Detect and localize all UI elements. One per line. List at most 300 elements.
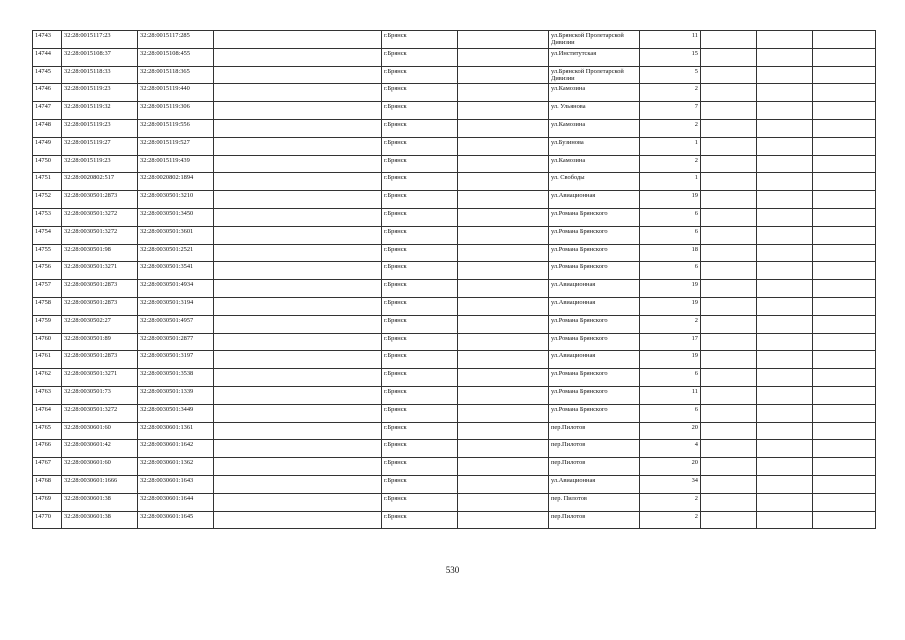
street-cell: ул. Свободы — [549, 173, 640, 191]
empty-cell — [458, 315, 549, 333]
house-number-cell: 1 — [640, 173, 701, 191]
empty-cell — [458, 31, 549, 49]
table-row — [33, 315, 876, 333]
house-number-cell: 4 — [640, 440, 701, 458]
street-cell: ул.Романа Брянского — [549, 262, 640, 280]
house-number-cell: 1 — [640, 137, 701, 155]
empty-cell — [757, 137, 813, 155]
empty-cell — [214, 333, 382, 351]
street-cell: пер. Пилотов — [549, 493, 640, 511]
record-number-cell: 14754 — [33, 226, 62, 244]
empty-cell — [458, 208, 549, 226]
old-cadastral-number-cell: 32:28:0030601:1666 — [62, 475, 138, 493]
empty-cell — [757, 369, 813, 387]
house-number-cell: 11 — [640, 31, 701, 49]
house-number-cell: 19 — [640, 297, 701, 315]
city-cell: г.Брянск — [382, 351, 458, 369]
table-row — [33, 280, 876, 298]
new-cadastral-number-cell: 32:28:0030601:1643 — [138, 475, 214, 493]
house-number-cell: 2 — [640, 155, 701, 173]
empty-cell — [701, 66, 757, 84]
house-number-cell: 19 — [640, 351, 701, 369]
house-number-cell: 5 — [640, 66, 701, 84]
empty-cell — [701, 137, 757, 155]
city-cell: г.Брянск — [382, 315, 458, 333]
street-cell: ул.Романа Брянского — [549, 369, 640, 387]
empty-cell — [813, 226, 876, 244]
empty-cell — [813, 351, 876, 369]
table-row — [33, 208, 876, 226]
empty-cell — [757, 315, 813, 333]
empty-cell — [757, 155, 813, 173]
old-cadastral-number-cell: 32:28:0030601:38 — [62, 493, 138, 511]
street-cell: пер.Пилотов — [549, 440, 640, 458]
empty-cell — [701, 48, 757, 66]
empty-cell — [813, 333, 876, 351]
empty-cell — [813, 48, 876, 66]
record-number-cell: 14769 — [33, 493, 62, 511]
record-number-cell: 14765 — [33, 422, 62, 440]
empty-cell — [701, 191, 757, 209]
new-cadastral-number-cell: 32:28:0015118:365 — [138, 66, 214, 84]
new-cadastral-number-cell: 32:28:0015119:556 — [138, 119, 214, 137]
table-row — [33, 475, 876, 493]
city-cell: г.Брянск — [382, 137, 458, 155]
empty-cell — [701, 297, 757, 315]
record-number-cell: 14743 — [33, 31, 62, 49]
empty-cell — [701, 102, 757, 120]
empty-cell — [813, 137, 876, 155]
record-number-cell: 14755 — [33, 244, 62, 262]
old-cadastral-number-cell: 32:28:0030501:2873 — [62, 191, 138, 209]
empty-cell — [214, 119, 382, 137]
old-cadastral-number-cell: 32:28:0015117:23 — [62, 31, 138, 49]
old-cadastral-number-cell: 32:28:0015118:33 — [62, 66, 138, 84]
empty-cell — [214, 48, 382, 66]
empty-cell — [701, 475, 757, 493]
empty-cell — [214, 493, 382, 511]
record-number-cell: 14744 — [33, 48, 62, 66]
empty-cell — [458, 351, 549, 369]
new-cadastral-number-cell: 32:28:0030601:1642 — [138, 440, 214, 458]
record-number-cell: 14764 — [33, 404, 62, 422]
new-cadastral-number-cell: 32:28:0030601:1645 — [138, 511, 214, 529]
empty-cell — [458, 440, 549, 458]
empty-cell — [813, 440, 876, 458]
empty-cell — [458, 226, 549, 244]
new-cadastral-number-cell: 32:28:0015117:285 — [138, 31, 214, 49]
city-cell: г.Брянск — [382, 102, 458, 120]
new-cadastral-number-cell: 32:28:0015119:439 — [138, 155, 214, 173]
empty-cell — [458, 422, 549, 440]
house-number-cell: 11 — [640, 386, 701, 404]
empty-cell — [214, 208, 382, 226]
empty-cell — [214, 173, 382, 191]
empty-cell — [214, 84, 382, 102]
empty-cell — [757, 493, 813, 511]
new-cadastral-number-cell: 32:28:0030501:3449 — [138, 404, 214, 422]
street-cell: ул.Камозина — [549, 119, 640, 137]
record-number-cell: 14757 — [33, 280, 62, 298]
empty-cell — [757, 226, 813, 244]
old-cadastral-number-cell: 32:28:0030501:3272 — [62, 404, 138, 422]
empty-cell — [458, 137, 549, 155]
empty-cell — [813, 66, 876, 84]
empty-cell — [813, 458, 876, 476]
new-cadastral-number-cell: 32:28:0030501:4934 — [138, 280, 214, 298]
empty-cell — [701, 315, 757, 333]
empty-cell — [214, 386, 382, 404]
table-row — [33, 333, 876, 351]
empty-cell — [214, 191, 382, 209]
empty-cell — [214, 475, 382, 493]
old-cadastral-number-cell: 32:28:0030501:3271 — [62, 262, 138, 280]
street-cell: ул.Романа Брянского — [549, 315, 640, 333]
empty-cell — [701, 458, 757, 476]
house-number-cell: 20 — [640, 458, 701, 476]
record-number-cell: 14759 — [33, 315, 62, 333]
street-cell: ул.Романа Брянского — [549, 244, 640, 262]
city-cell: г.Брянск — [382, 208, 458, 226]
record-number-cell: 14768 — [33, 475, 62, 493]
record-number-cell: 14748 — [33, 119, 62, 137]
table-row — [33, 155, 876, 173]
empty-cell — [458, 404, 549, 422]
old-cadastral-number-cell: 32:28:0015108:37 — [62, 48, 138, 66]
empty-cell — [757, 297, 813, 315]
table-row — [33, 369, 876, 387]
house-number-cell: 20 — [640, 422, 701, 440]
record-number-cell: 14753 — [33, 208, 62, 226]
house-number-cell: 19 — [640, 280, 701, 298]
table-row — [33, 31, 876, 49]
table-row — [33, 386, 876, 404]
empty-cell — [458, 173, 549, 191]
table-row — [33, 351, 876, 369]
city-cell: г.Брянск — [382, 333, 458, 351]
new-cadastral-number-cell: 32:28:0030501:3194 — [138, 297, 214, 315]
house-number-cell: 34 — [640, 475, 701, 493]
house-number-cell: 2 — [640, 119, 701, 137]
empty-cell — [757, 191, 813, 209]
old-cadastral-number-cell: 32:28:0020802:517 — [62, 173, 138, 191]
empty-cell — [757, 262, 813, 280]
empty-cell — [214, 440, 382, 458]
record-number-cell: 14767 — [33, 458, 62, 476]
new-cadastral-number-cell: 32:28:0015119:527 — [138, 137, 214, 155]
street-cell: ул.Брянской Пролетарской Дивизии — [549, 31, 640, 49]
old-cadastral-number-cell: 32:28:0030501:2873 — [62, 297, 138, 315]
empty-cell — [757, 458, 813, 476]
street-cell: ул.Романа Брянского — [549, 404, 640, 422]
empty-cell — [701, 155, 757, 173]
house-number-cell: 6 — [640, 208, 701, 226]
city-cell: г.Брянск — [382, 422, 458, 440]
new-cadastral-number-cell: 32:28:0030501:3450 — [138, 208, 214, 226]
empty-cell — [214, 31, 382, 49]
empty-cell — [757, 208, 813, 226]
empty-cell — [757, 386, 813, 404]
city-cell: г.Брянск — [382, 458, 458, 476]
empty-cell — [701, 262, 757, 280]
empty-cell — [813, 208, 876, 226]
city-cell: г.Брянск — [382, 155, 458, 173]
empty-cell — [458, 155, 549, 173]
record-number-cell: 14746 — [33, 84, 62, 102]
street-cell: пер.Пилотов — [549, 511, 640, 529]
street-cell: ул.Авиационная — [549, 351, 640, 369]
empty-cell — [701, 493, 757, 511]
record-number-cell: 14749 — [33, 137, 62, 155]
empty-cell — [757, 511, 813, 529]
empty-cell — [458, 297, 549, 315]
table-row — [33, 66, 876, 84]
street-cell: ул.Романа Брянского — [549, 333, 640, 351]
empty-cell — [458, 511, 549, 529]
record-number-cell: 14763 — [33, 386, 62, 404]
empty-cell — [813, 244, 876, 262]
empty-cell — [757, 280, 813, 298]
empty-cell — [701, 404, 757, 422]
city-cell: г.Брянск — [382, 475, 458, 493]
empty-cell — [813, 155, 876, 173]
old-cadastral-number-cell: 32:28:0015119:23 — [62, 119, 138, 137]
empty-cell — [214, 369, 382, 387]
record-number-cell: 14750 — [33, 155, 62, 173]
old-cadastral-number-cell: 32:28:0030501:89 — [62, 333, 138, 351]
table-row — [33, 119, 876, 137]
empty-cell — [757, 244, 813, 262]
house-number-cell: 6 — [640, 369, 701, 387]
old-cadastral-number-cell: 32:28:0015119:27 — [62, 137, 138, 155]
record-number-cell: 14770 — [33, 511, 62, 529]
empty-cell — [214, 244, 382, 262]
empty-cell — [701, 84, 757, 102]
table-row — [33, 262, 876, 280]
table-row — [33, 297, 876, 315]
house-number-cell: 2 — [640, 493, 701, 511]
old-cadastral-number-cell: 32:28:0030501:3272 — [62, 208, 138, 226]
empty-cell — [701, 244, 757, 262]
house-number-cell: 15 — [640, 48, 701, 66]
old-cadastral-number-cell: 32:28:0030501:3272 — [62, 226, 138, 244]
page-number: 530 — [445, 565, 460, 575]
empty-cell — [813, 262, 876, 280]
record-number-cell: 14766 — [33, 440, 62, 458]
empty-cell — [757, 84, 813, 102]
city-cell: г.Брянск — [382, 31, 458, 49]
empty-cell — [757, 31, 813, 49]
city-cell: г.Брянск — [382, 226, 458, 244]
city-cell: г.Брянск — [382, 119, 458, 137]
table-row — [33, 102, 876, 120]
registry-table — [32, 30, 876, 529]
record-number-cell: 14760 — [33, 333, 62, 351]
city-cell: г.Брянск — [382, 48, 458, 66]
empty-cell — [813, 386, 876, 404]
empty-cell — [214, 511, 382, 529]
empty-cell — [701, 31, 757, 49]
empty-cell — [701, 422, 757, 440]
city-cell: г.Брянск — [382, 297, 458, 315]
empty-cell — [813, 102, 876, 120]
new-cadastral-number-cell: 32:28:0030501:3541 — [138, 262, 214, 280]
table-row — [33, 191, 876, 209]
street-cell: ул.Романа Брянского — [549, 208, 640, 226]
street-cell: ул.Институтская — [549, 48, 640, 66]
empty-cell — [757, 333, 813, 351]
empty-cell — [458, 333, 549, 351]
city-cell: г.Брянск — [382, 262, 458, 280]
city-cell: г.Брянск — [382, 244, 458, 262]
record-number-cell: 14762 — [33, 369, 62, 387]
empty-cell — [701, 226, 757, 244]
empty-cell — [813, 404, 876, 422]
empty-cell — [458, 369, 549, 387]
empty-cell — [214, 280, 382, 298]
city-cell: г.Брянск — [382, 511, 458, 529]
table-row — [33, 493, 876, 511]
house-number-cell: 6 — [640, 404, 701, 422]
city-cell: г.Брянск — [382, 191, 458, 209]
street-cell: ул. Ульянова — [549, 102, 640, 120]
empty-cell — [757, 173, 813, 191]
empty-cell — [458, 262, 549, 280]
record-number-cell: 14758 — [33, 297, 62, 315]
new-cadastral-number-cell: 32:28:0030501:2521 — [138, 244, 214, 262]
city-cell: г.Брянск — [382, 173, 458, 191]
empty-cell — [813, 369, 876, 387]
street-cell: ул.Брянской Пролетарской Дивизии — [549, 66, 640, 84]
new-cadastral-number-cell: 32:28:0030601:1362 — [138, 458, 214, 476]
street-cell: ул.Камозина — [549, 155, 640, 173]
old-cadastral-number-cell: 32:28:0030501:98 — [62, 244, 138, 262]
empty-cell — [813, 84, 876, 102]
city-cell: г.Брянск — [382, 404, 458, 422]
empty-cell — [701, 351, 757, 369]
old-cadastral-number-cell: 32:28:0030601:42 — [62, 440, 138, 458]
street-cell: ул.Авиационная — [549, 280, 640, 298]
house-number-cell: 2 — [640, 511, 701, 529]
new-cadastral-number-cell: 32:28:0030501:3538 — [138, 369, 214, 387]
new-cadastral-number-cell: 32:28:0030501:3601 — [138, 226, 214, 244]
empty-cell — [701, 280, 757, 298]
house-number-cell: 7 — [640, 102, 701, 120]
old-cadastral-number-cell: 32:28:0030502:27 — [62, 315, 138, 333]
new-cadastral-number-cell: 32:28:0030601:1644 — [138, 493, 214, 511]
empty-cell — [813, 297, 876, 315]
empty-cell — [458, 119, 549, 137]
empty-cell — [214, 422, 382, 440]
empty-cell — [813, 31, 876, 49]
record-number-cell: 14745 — [33, 66, 62, 84]
record-number-cell: 14752 — [33, 191, 62, 209]
old-cadastral-number-cell: 32:28:0015119:23 — [62, 155, 138, 173]
empty-cell — [458, 48, 549, 66]
new-cadastral-number-cell: 32:28:0030501:3197 — [138, 351, 214, 369]
registry-rows — [33, 31, 876, 529]
empty-cell — [757, 422, 813, 440]
street-cell: ул.Камозина — [549, 84, 640, 102]
old-cadastral-number-cell: 32:28:0030601:60 — [62, 422, 138, 440]
record-number-cell: 14747 — [33, 102, 62, 120]
empty-cell — [757, 119, 813, 137]
table-row — [33, 458, 876, 476]
empty-cell — [214, 315, 382, 333]
table-row — [33, 511, 876, 529]
house-number-cell: 18 — [640, 244, 701, 262]
empty-cell — [214, 137, 382, 155]
empty-cell — [458, 66, 549, 84]
old-cadastral-number-cell: 32:28:0030601:60 — [62, 458, 138, 476]
empty-cell — [214, 262, 382, 280]
empty-cell — [214, 351, 382, 369]
empty-cell — [813, 119, 876, 137]
street-cell: ул.Романа Брянского — [549, 226, 640, 244]
old-cadastral-number-cell: 32:28:0030501:2873 — [62, 351, 138, 369]
street-cell: пер.Пилотов — [549, 458, 640, 476]
house-number-cell: 19 — [640, 191, 701, 209]
empty-cell — [458, 475, 549, 493]
old-cadastral-number-cell: 32:28:0015119:23 — [62, 84, 138, 102]
empty-cell — [757, 404, 813, 422]
empty-cell — [214, 102, 382, 120]
table-row — [33, 440, 876, 458]
new-cadastral-number-cell: 32:28:0030501:2877 — [138, 333, 214, 351]
city-cell: г.Брянск — [382, 493, 458, 511]
empty-cell — [757, 475, 813, 493]
old-cadastral-number-cell: 32:28:0030601:38 — [62, 511, 138, 529]
empty-cell — [813, 173, 876, 191]
new-cadastral-number-cell: 32:28:0015108:455 — [138, 48, 214, 66]
city-cell: г.Брянск — [382, 386, 458, 404]
empty-cell — [813, 191, 876, 209]
table-row — [33, 137, 876, 155]
city-cell: г.Брянск — [382, 66, 458, 84]
empty-cell — [701, 119, 757, 137]
new-cadastral-number-cell: 32:28:0015119:306 — [138, 102, 214, 120]
empty-cell — [214, 226, 382, 244]
empty-cell — [458, 493, 549, 511]
empty-cell — [701, 208, 757, 226]
street-cell: ул.Романа Брянского — [549, 386, 640, 404]
empty-cell — [701, 369, 757, 387]
street-cell: ул.Авиационная — [549, 191, 640, 209]
empty-cell — [458, 191, 549, 209]
new-cadastral-number-cell: 32:28:0015119:440 — [138, 84, 214, 102]
table-row — [33, 173, 876, 191]
house-number-cell: 2 — [640, 315, 701, 333]
old-cadastral-number-cell: 32:28:0030501:3271 — [62, 369, 138, 387]
empty-cell — [757, 102, 813, 120]
empty-cell — [757, 48, 813, 66]
new-cadastral-number-cell: 32:28:0030501:1339 — [138, 386, 214, 404]
empty-cell — [813, 475, 876, 493]
old-cadastral-number-cell: 32:28:0015119:32 — [62, 102, 138, 120]
record-number-cell: 14751 — [33, 173, 62, 191]
street-cell: ул.Бузинова — [549, 137, 640, 155]
empty-cell — [757, 66, 813, 84]
empty-cell — [458, 244, 549, 262]
table-row — [33, 84, 876, 102]
empty-cell — [701, 511, 757, 529]
empty-cell — [214, 297, 382, 315]
city-cell: г.Брянск — [382, 440, 458, 458]
house-number-cell: 17 — [640, 333, 701, 351]
new-cadastral-number-cell: 32:28:0020802:1894 — [138, 173, 214, 191]
empty-cell — [701, 440, 757, 458]
empty-cell — [701, 333, 757, 351]
